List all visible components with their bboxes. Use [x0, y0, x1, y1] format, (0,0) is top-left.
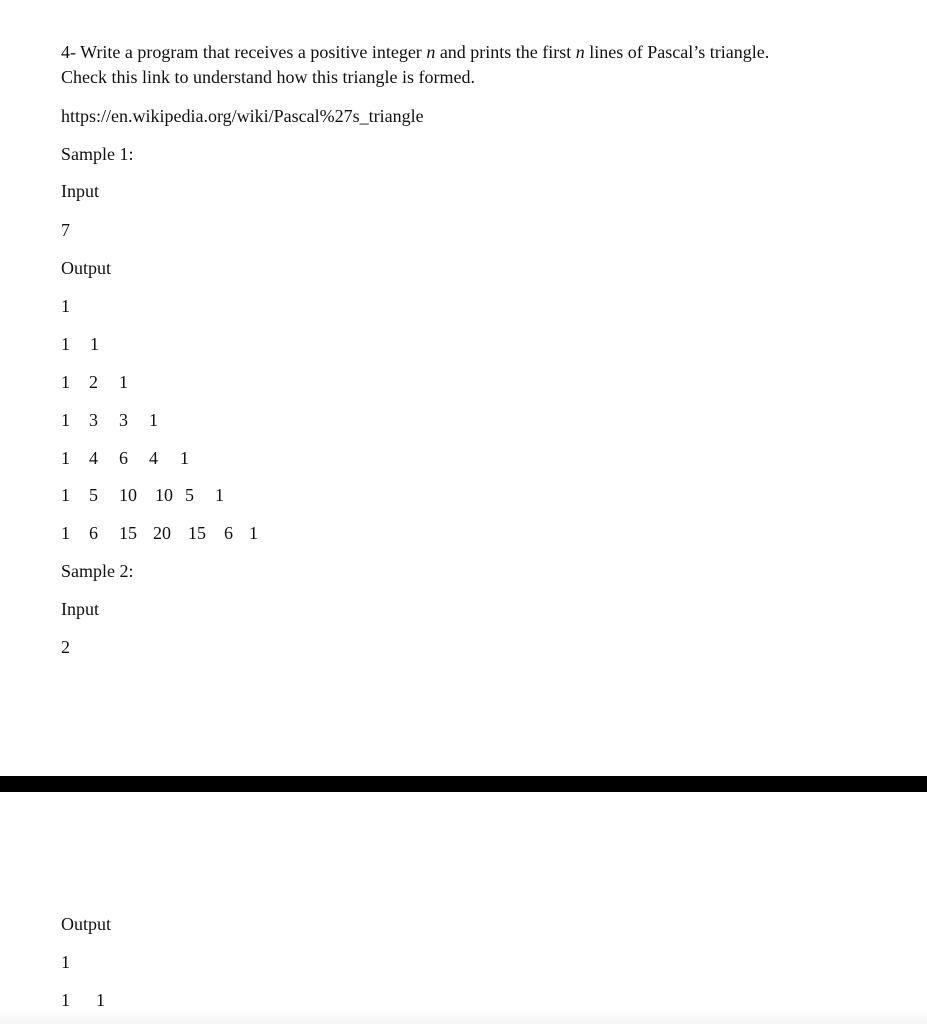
output-cell: 1 — [61, 448, 70, 468]
output-cell: 1 — [61, 523, 70, 543]
output-cell: 1 — [61, 410, 70, 430]
variable-n: n — [575, 42, 585, 62]
output-cell: 1 — [61, 334, 70, 354]
output-cell: 4 — [89, 448, 98, 468]
document-page-2 — [0, 792, 927, 1024]
output-cell: 2 — [89, 372, 98, 392]
output-cell: 1 — [61, 990, 70, 1010]
statement-text: lines of Pascal’s triangle. — [584, 42, 770, 62]
output-cell: 1 — [90, 334, 99, 354]
output-cell: 3 — [89, 410, 98, 430]
output-cell: 15 — [119, 523, 137, 543]
reference-link[interactable]: https://en.wikipedia.org/wiki/Pascal%27s_triangle — [61, 106, 424, 126]
output-cell: 1 — [149, 410, 158, 430]
problem-statement-line-2: Check this link to understand how this triangle is formed. — [61, 67, 475, 87]
output-cell: 15 — [188, 523, 206, 543]
output-cell: 1 — [96, 990, 105, 1010]
output-cell: 3 — [119, 410, 128, 430]
output-cell: 5 — [89, 485, 98, 505]
output-cell: 6 — [89, 523, 98, 543]
output-cell: 1 — [61, 296, 70, 316]
output-cell: 6 — [224, 523, 233, 543]
sample-1-input-value: 7 — [61, 220, 70, 240]
output-cell: 1 — [61, 485, 70, 505]
page-break-bar — [0, 776, 927, 792]
output-cell: 1 — [61, 372, 70, 392]
sample-2-output-label: Output — [61, 914, 112, 934]
statement-text: 4- Write a program that receives a positive integer — [61, 42, 427, 62]
output-cell: 10 — [155, 485, 173, 505]
output-cell: 5 — [185, 485, 194, 505]
sample-1-input-label: Input — [61, 181, 99, 201]
output-cell: 1 — [215, 485, 224, 505]
sample-1-heading: Sample 1: — [61, 144, 134, 164]
output-cell: 1 — [180, 448, 189, 468]
sample-2-input-label: Input — [61, 599, 99, 619]
variable-n: n — [426, 42, 436, 62]
output-cell: 1 — [61, 952, 70, 972]
output-cell: 4 — [149, 448, 158, 468]
sample-1-output-label: Output — [61, 258, 112, 278]
output-cell: 6 — [119, 448, 128, 468]
output-cell: 1 — [119, 372, 128, 392]
sample-2-input-value: 2 — [61, 637, 70, 657]
output-cell: 20 — [153, 523, 171, 543]
output-cell: 1 — [249, 523, 258, 543]
sample-2-heading: Sample 2: — [61, 561, 134, 581]
problem-statement-line-1 — [61, 41, 769, 63]
statement-text: and prints the first — [435, 42, 576, 62]
output-cell: 10 — [119, 485, 137, 505]
